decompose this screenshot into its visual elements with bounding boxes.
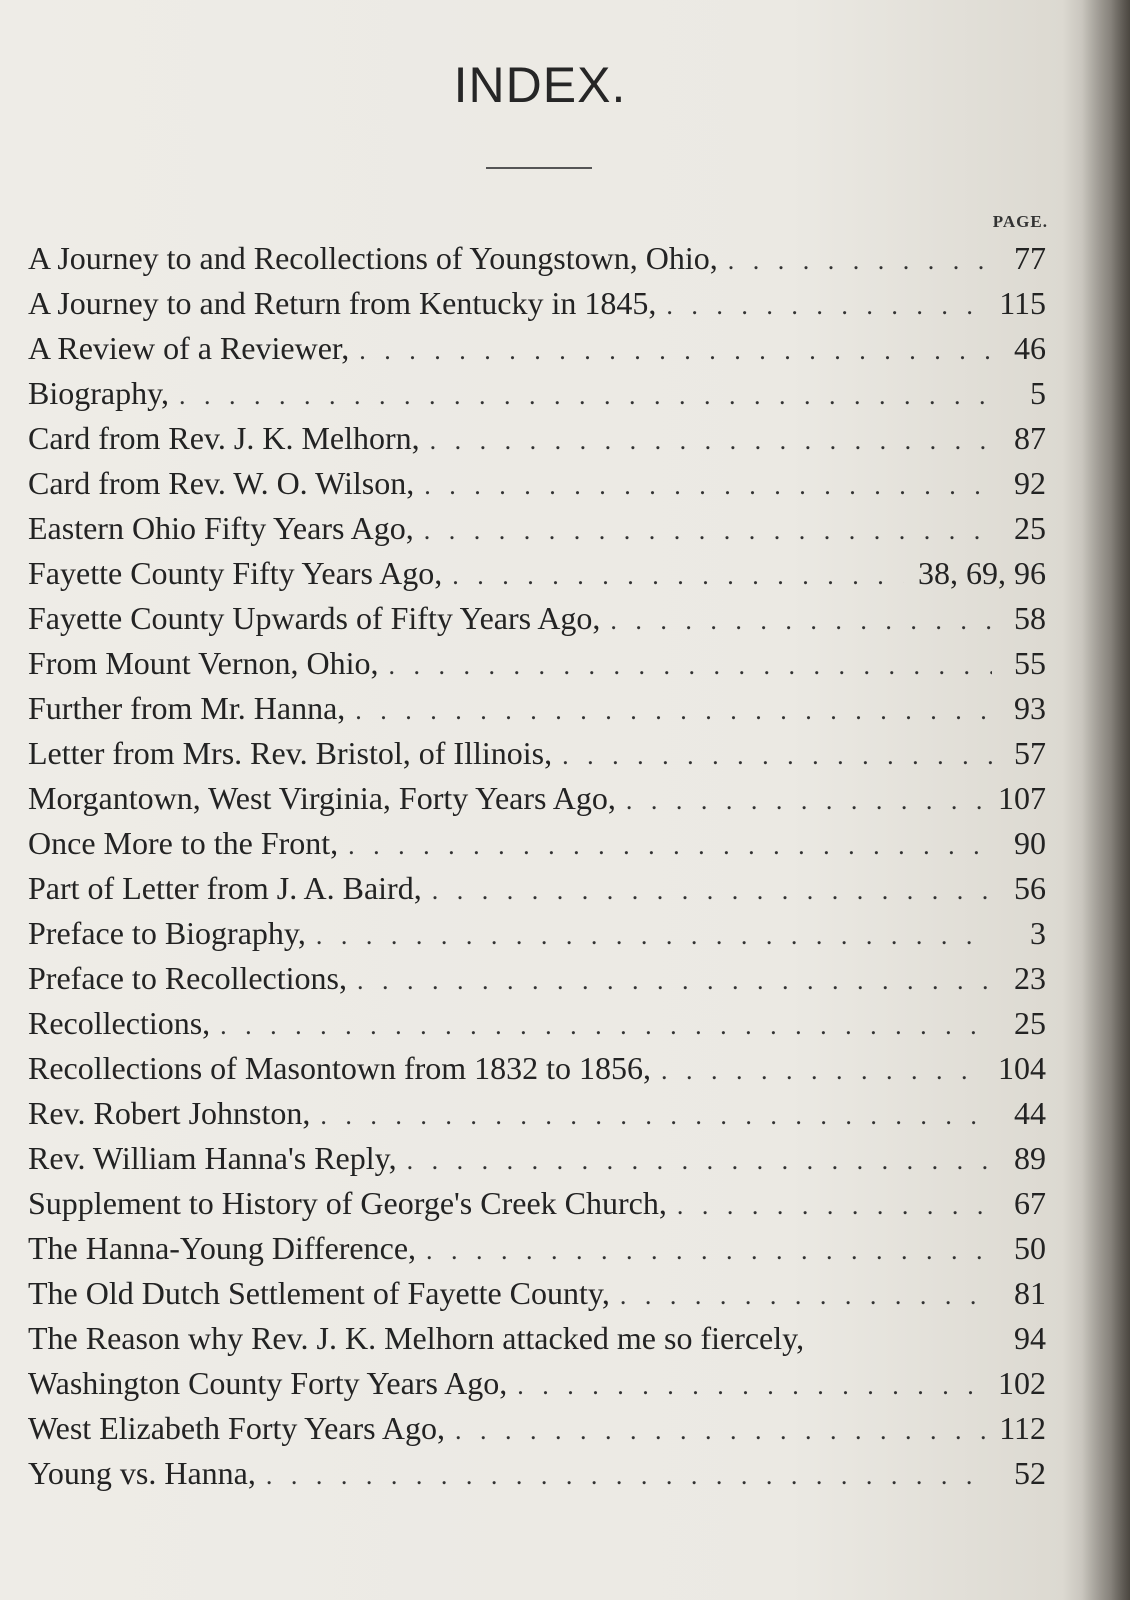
dot-leader bbox=[620, 1273, 992, 1318]
entry-page: 102 bbox=[998, 1365, 1046, 1401]
entry-page: 77 bbox=[1014, 240, 1046, 276]
dot-leader bbox=[359, 328, 992, 373]
index-entry bbox=[28, 1046, 1046, 1091]
entry-name: Eastern Ohio Fifty Years Ago, bbox=[28, 510, 414, 546]
dot-leader bbox=[728, 238, 992, 283]
dot-leader bbox=[348, 823, 992, 868]
entry-page: 87 bbox=[1014, 420, 1046, 456]
entry-page: 56 bbox=[1014, 870, 1046, 906]
index-entry bbox=[28, 1361, 1046, 1406]
index-entry bbox=[28, 1316, 1046, 1361]
entry-name: Recollections of Masontown from 1832 to 1856, bbox=[28, 1050, 652, 1086]
entry-page: 38, 69, 96 bbox=[918, 555, 1046, 591]
entry-name: Fayette County Fifty Years Ago, bbox=[28, 555, 443, 591]
entry-name: From Mount Vernon, Ohio, bbox=[28, 645, 379, 681]
dot-leader bbox=[220, 1003, 992, 1048]
entry-name: Card from Rev. W. O. Wilson, bbox=[28, 465, 415, 501]
entry-page: 52 bbox=[1014, 1455, 1046, 1491]
index-entry bbox=[28, 1136, 1046, 1181]
entry-page: 25 bbox=[1014, 1005, 1046, 1041]
dot-leader bbox=[452, 553, 904, 598]
dot-leader bbox=[517, 1363, 984, 1408]
index-entry bbox=[28, 821, 1046, 866]
spine-shadow bbox=[1082, 0, 1130, 1600]
index-entry bbox=[28, 281, 1046, 326]
page-column-heading: PAGE. bbox=[992, 212, 1048, 231]
index-entry bbox=[28, 1406, 1046, 1451]
dot-leader bbox=[610, 598, 992, 643]
dot-leader bbox=[677, 1183, 992, 1228]
dot-leader bbox=[316, 913, 992, 958]
index-entry bbox=[28, 731, 1046, 776]
title-rule bbox=[486, 167, 592, 169]
entry-name: Supplement to History of George's Creek Church, bbox=[28, 1185, 667, 1221]
entry-page: 44 bbox=[1014, 1095, 1046, 1131]
index-entry bbox=[28, 1181, 1046, 1226]
entry-page: 55 bbox=[1014, 645, 1046, 681]
entry-name: Preface to Recollections, bbox=[28, 960, 347, 996]
index-entry bbox=[28, 776, 1046, 821]
entry-page: 104 bbox=[998, 1050, 1046, 1086]
entry-page: 112 bbox=[999, 1410, 1046, 1446]
entry-page: 107 bbox=[998, 780, 1046, 816]
index-list bbox=[28, 236, 1046, 1496]
entry-name: Letter from Mrs. Rev. Bristol, of Illinois, bbox=[28, 735, 553, 771]
entry-page: 92 bbox=[1014, 465, 1046, 501]
entry-name: Washington County Forty Years Ago, bbox=[28, 1365, 508, 1401]
dot-leader bbox=[424, 463, 992, 508]
index-entry bbox=[28, 866, 1046, 911]
entry-name: Rev. William Hanna's Reply, bbox=[28, 1140, 397, 1176]
entry-name: A Review of a Reviewer, bbox=[28, 330, 350, 366]
entry-name: West Elizabeth Forty Years Ago, bbox=[28, 1410, 445, 1446]
index-entry bbox=[28, 1226, 1046, 1271]
entry-name: Rev. Robert Johnston, bbox=[28, 1095, 311, 1131]
dot-leader bbox=[455, 1408, 985, 1453]
entry-name: Preface to Biography, bbox=[28, 915, 306, 951]
entry-page: 81 bbox=[1014, 1275, 1046, 1311]
entry-page: 115 bbox=[999, 285, 1046, 321]
entry-page: 94 bbox=[1014, 1320, 1046, 1356]
index-entry bbox=[28, 506, 1046, 551]
dot-leader bbox=[357, 958, 992, 1003]
dot-leader bbox=[179, 373, 992, 418]
dot-leader bbox=[626, 778, 984, 823]
entry-name: Fayette County Upwards of Fifty Years Ago, bbox=[28, 600, 601, 636]
index-entry bbox=[28, 686, 1046, 731]
entry-name: Card from Rev. J. K. Melhorn, bbox=[28, 420, 420, 456]
index-entry bbox=[28, 1091, 1046, 1136]
entry-name: The Hanna-Young Difference, bbox=[28, 1230, 417, 1266]
entry-page: 90 bbox=[1014, 825, 1046, 861]
dot-leader bbox=[355, 688, 992, 733]
index-entry bbox=[28, 551, 1046, 596]
entry-page: 58 bbox=[1014, 600, 1046, 636]
entry-name: Part of Letter from J. A. Baird, bbox=[28, 870, 422, 906]
entry-page: 89 bbox=[1014, 1140, 1046, 1176]
entry-name: Biography, bbox=[28, 375, 170, 411]
index-entry bbox=[28, 461, 1046, 506]
entry-name: Morgantown, West Virginia, Forty Years Ago, bbox=[28, 780, 616, 816]
dot-leader bbox=[661, 1048, 984, 1093]
dot-leader bbox=[562, 733, 992, 778]
dot-leader bbox=[389, 643, 992, 688]
index-entry bbox=[28, 371, 1046, 416]
entry-name: A Journey to and Recollections of Youngstown, Ohio, bbox=[28, 240, 718, 276]
index-entry bbox=[28, 1001, 1046, 1046]
dot-leader bbox=[407, 1138, 992, 1183]
entry-name: The Old Dutch Settlement of Fayette County, bbox=[28, 1275, 610, 1311]
entry-name: Young vs. Hanna, bbox=[28, 1455, 256, 1491]
dot-leader bbox=[266, 1453, 992, 1498]
entry-page: 67 bbox=[1014, 1185, 1046, 1221]
entry-name: Further from Mr. Hanna, bbox=[28, 690, 346, 726]
entry-name: A Journey to and Return from Kentucky in 1845, bbox=[28, 285, 657, 321]
index-entry bbox=[28, 326, 1046, 371]
entry-page: 50 bbox=[1014, 1230, 1046, 1266]
dot-leader bbox=[430, 418, 992, 463]
entry-page: 25 bbox=[1014, 510, 1046, 546]
index-entry bbox=[28, 1271, 1046, 1316]
index-entry bbox=[28, 416, 1046, 461]
entry-name: The Reason why Rev. J. K. Melhorn attacked me so fiercely, bbox=[28, 1320, 805, 1356]
entry-name: Once More to the Front, bbox=[28, 825, 339, 861]
page-title: INDEX. bbox=[453, 57, 627, 113]
index-entry bbox=[28, 236, 1046, 281]
entry-page: 5 bbox=[1030, 375, 1046, 411]
entry-page: 93 bbox=[1014, 690, 1046, 726]
index-entry bbox=[28, 641, 1046, 686]
index-entry bbox=[28, 596, 1046, 641]
index-entry bbox=[28, 956, 1046, 1001]
entry-page: 46 bbox=[1014, 330, 1046, 366]
index-entry bbox=[28, 911, 1046, 956]
dot-leader bbox=[320, 1093, 992, 1138]
dot-leader bbox=[432, 868, 992, 913]
dot-leader bbox=[666, 283, 985, 328]
dot-leader bbox=[424, 508, 992, 553]
entry-name: Recollections, bbox=[28, 1005, 211, 1041]
dot-leader bbox=[426, 1228, 992, 1273]
index-entry bbox=[28, 1451, 1046, 1496]
entry-page: 57 bbox=[1014, 735, 1046, 771]
entry-page: 23 bbox=[1014, 960, 1046, 996]
entry-page: 3 bbox=[1030, 915, 1046, 951]
